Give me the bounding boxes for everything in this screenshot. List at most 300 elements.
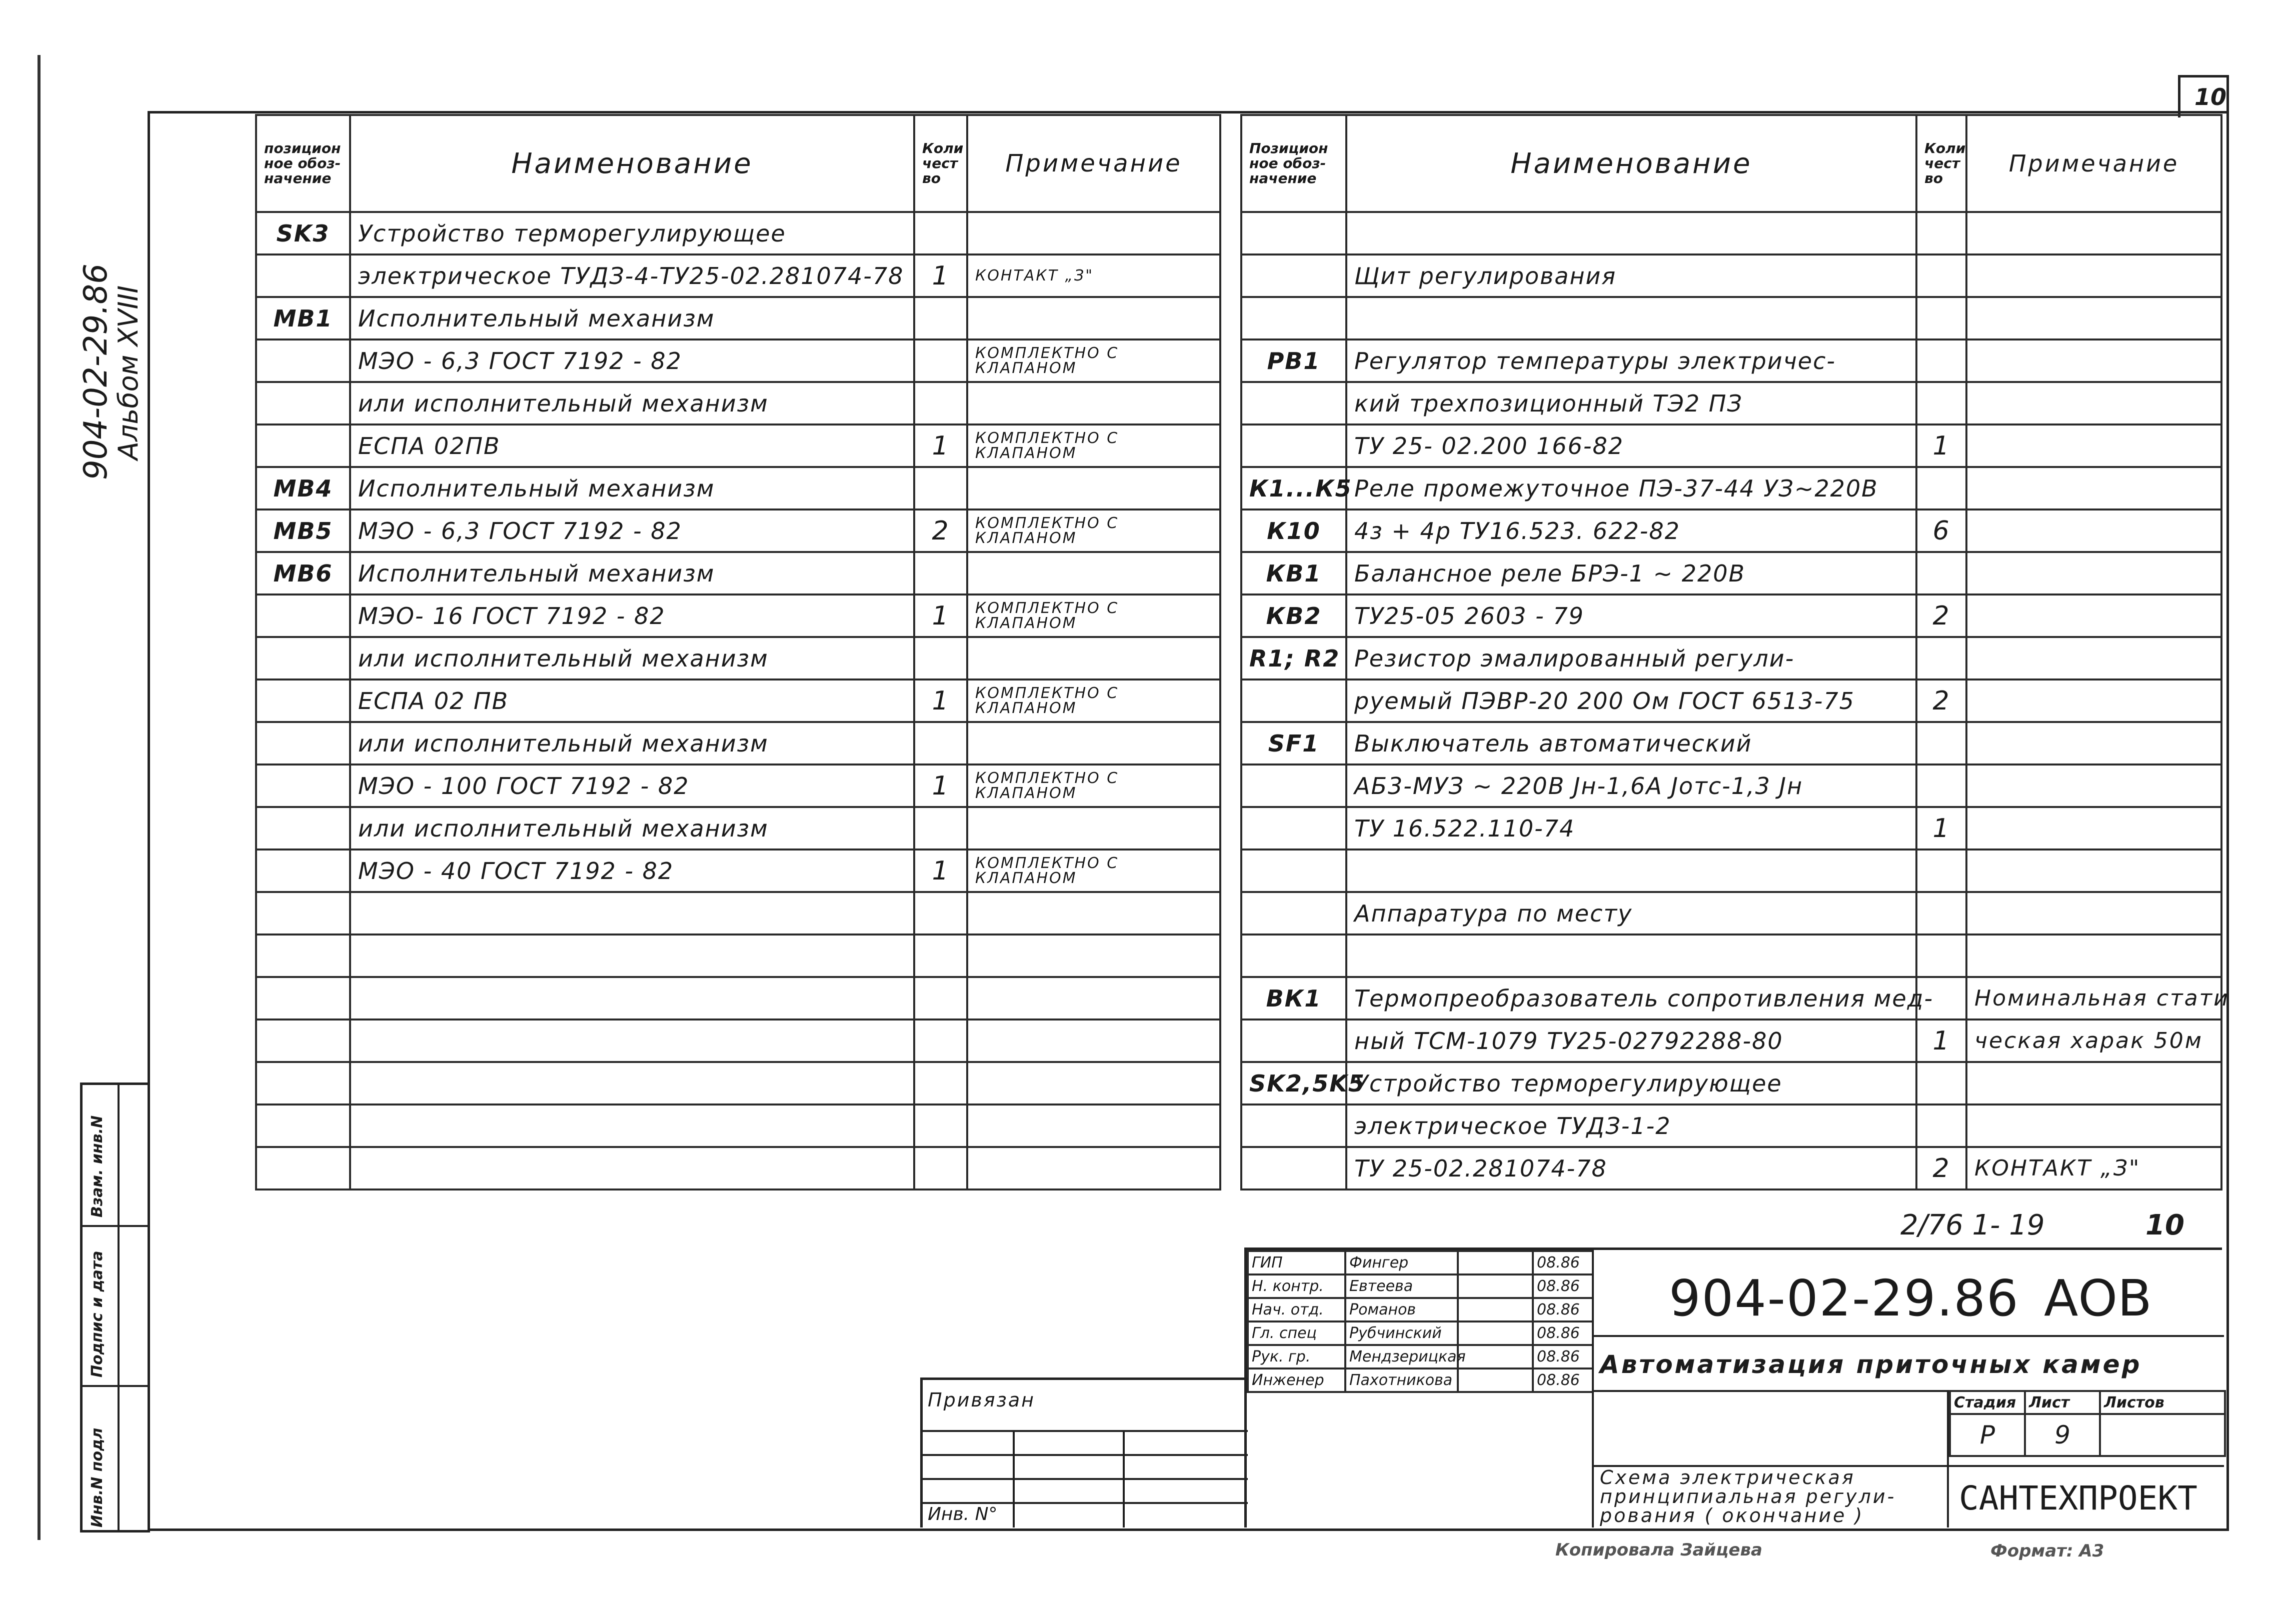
qty-cell xyxy=(1916,552,1966,594)
sheets-label: Листов xyxy=(2100,1391,2225,1414)
note-cell: КОНТАКТ „З" xyxy=(967,254,1220,297)
drawing-code: 904-02-29.86 xyxy=(1669,1269,2019,1328)
name-cell: Балансное реле БРЭ-1 ~ 220В xyxy=(1346,552,1916,594)
qty-cell: 6 xyxy=(1916,510,1966,552)
staff-role: Нач. отд. xyxy=(1248,1298,1345,1322)
position-cell xyxy=(1241,764,1346,807)
note-cell xyxy=(967,1147,1220,1190)
table-row xyxy=(256,680,1220,722)
table-row xyxy=(1241,977,2221,1020)
name-cell: ЕСПА 02ПВ xyxy=(350,424,914,467)
header-note: Примечание xyxy=(967,115,1220,212)
note-cell xyxy=(1966,934,2221,977)
name-cell xyxy=(1346,934,1916,977)
position-cell: К1...К5 xyxy=(1241,467,1346,510)
qty-cell xyxy=(914,934,967,977)
name-cell: МЭО- 16 ГОСТ 7192 - 82 xyxy=(350,594,914,637)
qty-cell xyxy=(914,977,967,1020)
staff-signature xyxy=(1458,1298,1533,1322)
position-cell xyxy=(256,807,350,850)
position-cell xyxy=(1241,1147,1346,1190)
note-cell xyxy=(967,637,1220,680)
name-cell: руемый ПЭВР-20 200 Ом ГОСТ 6513-75 xyxy=(1346,680,1916,722)
table-row xyxy=(1241,934,2221,977)
table-row xyxy=(1241,850,2221,892)
staff-row xyxy=(1248,1298,1593,1322)
qty-cell xyxy=(914,637,967,680)
staff-date: 08.86 xyxy=(1533,1251,1593,1274)
qty-cell: 2 xyxy=(1916,680,1966,722)
name-cell: МЭО - 6,3 ГОСТ 7192 - 82 xyxy=(350,510,914,552)
table-row xyxy=(256,424,1220,467)
table-row xyxy=(256,297,1220,340)
staff-signature xyxy=(1458,1274,1533,1298)
name-cell: ЕСПА 02 ПВ xyxy=(350,680,914,722)
staff-row xyxy=(1248,1368,1593,1392)
position-cell: SF1 xyxy=(1241,722,1346,764)
header-qty: Коли чест во xyxy=(914,115,967,212)
archive-number: 2/76 1- 19 xyxy=(1900,1209,2045,1242)
stage-value: Р xyxy=(1950,1414,2025,1456)
binding-block xyxy=(920,1378,1248,1528)
drawing-title-cell xyxy=(1592,1465,1949,1528)
name-cell: Реле промежуточное ПЭ-37-44 УЗ~220В xyxy=(1346,467,1916,510)
note-cell xyxy=(1966,1062,2221,1104)
position-cell xyxy=(256,850,350,892)
name-cell xyxy=(1346,297,1916,340)
name-cell: Исполнительный механизм xyxy=(350,297,914,340)
table-row xyxy=(1241,552,2221,594)
position-cell: R1; R2 xyxy=(1241,637,1346,680)
qty-cell xyxy=(914,1062,967,1104)
table-row xyxy=(1241,807,2221,850)
stamp-signature-date: Подпис и дата xyxy=(89,1250,106,1378)
qty-cell xyxy=(914,892,967,934)
note-cell: Номинальная стати xyxy=(1966,977,2221,1020)
table-row xyxy=(256,934,1220,977)
project-title: Автоматизация приточных камер xyxy=(1600,1350,2142,1379)
drawing-title: Схема электрическая принципиальная регули-рования ( окончание ) xyxy=(1600,1466,1896,1526)
note-cell xyxy=(967,934,1220,977)
position-cell xyxy=(1241,680,1346,722)
binding-line xyxy=(38,55,41,1540)
position-cell xyxy=(1241,850,1346,892)
note-cell xyxy=(1966,850,2221,892)
note-cell xyxy=(967,382,1220,424)
qty-cell xyxy=(1916,382,1966,424)
qty-cell xyxy=(1916,212,1966,254)
table-row xyxy=(256,850,1220,892)
table-row xyxy=(1241,680,2221,722)
left-table-header xyxy=(256,115,1220,212)
name-cell: ТУ 25- 02.200 166-82 xyxy=(1346,424,1916,467)
staff-name: Мендзерицкая xyxy=(1345,1345,1458,1368)
table-row xyxy=(1241,467,2221,510)
archive-sheet: 10 xyxy=(2145,1209,2184,1242)
name-cell: Щит регулирования xyxy=(1346,254,1916,297)
qty-cell xyxy=(914,467,967,510)
note-cell xyxy=(1966,680,2221,722)
qty-cell xyxy=(1916,1104,1966,1147)
qty-cell xyxy=(914,1147,967,1190)
note-cell xyxy=(1966,424,2221,467)
position-cell: ВК1 xyxy=(1241,977,1346,1020)
name-cell: Регулятор температуры электричес- xyxy=(1346,340,1916,382)
qty-cell xyxy=(1916,637,1966,680)
position-cell xyxy=(256,424,350,467)
qty-cell: 1 xyxy=(914,764,967,807)
table-row xyxy=(256,340,1220,382)
staff-signature xyxy=(1458,1251,1533,1274)
position-cell xyxy=(256,1062,350,1104)
table-row xyxy=(1241,424,2221,467)
bound-label: Привязан xyxy=(928,1389,1035,1411)
name-cell: АБ3-МУЗ ~ 220В Jн-1,6А Jотс-1,3 Jн xyxy=(1346,764,1916,807)
table-row xyxy=(256,254,1220,297)
name-cell: Термопреобразователь сопротивления мед- xyxy=(1346,977,1916,1020)
position-cell: МВ4 xyxy=(256,467,350,510)
note-cell xyxy=(967,722,1220,764)
table-row xyxy=(1241,764,2221,807)
table-row xyxy=(1241,340,2221,382)
qty-cell: 2 xyxy=(1916,594,1966,637)
note-cell xyxy=(967,1062,1220,1104)
note-cell xyxy=(1966,637,2221,680)
table-row xyxy=(256,510,1220,552)
position-cell xyxy=(256,1104,350,1147)
name-cell: 4з + 4р ТУ16.523. 622-82 xyxy=(1346,510,1916,552)
note-cell xyxy=(1966,892,2221,934)
position-cell: МВ6 xyxy=(256,552,350,594)
table-row xyxy=(1241,382,2221,424)
note-cell xyxy=(1966,594,2221,637)
note-cell xyxy=(1966,254,2221,297)
name-cell: кий трехпозиционный ТЭ2 ПЗ xyxy=(1346,382,1916,424)
position-cell xyxy=(1241,424,1346,467)
qty-cell: 1 xyxy=(914,680,967,722)
note-cell: ческая харак 50м xyxy=(1966,1020,2221,1062)
qty-cell xyxy=(1916,297,1966,340)
side-album: Альбом XVIII xyxy=(113,285,144,460)
staff-signature xyxy=(1458,1322,1533,1345)
note-cell: КОМПЛЕКТНО С КЛАПАНОМ xyxy=(967,850,1220,892)
qty-cell xyxy=(914,722,967,764)
staff-date: 08.86 xyxy=(1533,1345,1593,1368)
position-cell xyxy=(256,680,350,722)
stage-block xyxy=(1947,1390,2224,1467)
staff-row xyxy=(1248,1345,1593,1368)
table-row xyxy=(256,594,1220,637)
footer-copied: Копировала Зайцева xyxy=(1555,1540,1762,1560)
footer-format: Формат: А3 xyxy=(1990,1541,2104,1561)
qty-cell xyxy=(1916,254,1966,297)
qty-cell xyxy=(1916,1062,1966,1104)
position-cell xyxy=(256,722,350,764)
staff-name: Евтеева xyxy=(1345,1274,1458,1298)
qty-cell xyxy=(914,340,967,382)
position-cell: SK3 xyxy=(256,212,350,254)
project-title-cell xyxy=(1592,1335,2224,1392)
staff-row xyxy=(1248,1322,1593,1345)
note-cell: КОМПЛЕКТНО С КЛАПАНОМ xyxy=(967,340,1220,382)
header-note: Примечание xyxy=(1966,115,2221,212)
qty-cell xyxy=(914,297,967,340)
note-cell xyxy=(1966,552,2221,594)
note-cell xyxy=(967,1020,1220,1062)
name-cell: электрическое ТУДЗ-4-ТУ25-02.281074-78 xyxy=(350,254,914,297)
corner-sheet-box xyxy=(2178,75,2229,118)
name-cell xyxy=(350,934,914,977)
position-cell xyxy=(256,892,350,934)
organization-cell xyxy=(1947,1465,2224,1528)
qty-cell xyxy=(914,807,967,850)
table-row xyxy=(1241,212,2221,254)
table-row xyxy=(1241,1062,2221,1104)
position-cell xyxy=(1241,382,1346,424)
staff-row xyxy=(1248,1251,1593,1274)
note-cell xyxy=(967,297,1220,340)
note-cell xyxy=(1966,467,2221,510)
position-cell xyxy=(256,637,350,680)
position-cell xyxy=(1241,254,1346,297)
name-cell: Исполнительный механизм xyxy=(350,552,914,594)
position-cell xyxy=(256,382,350,424)
position-cell xyxy=(1241,212,1346,254)
name-cell xyxy=(350,1104,914,1147)
header-name: Наименование xyxy=(1346,115,1916,212)
position-cell xyxy=(256,254,350,297)
note-cell: КОМПЛЕКТНО С КЛАПАНОМ xyxy=(967,680,1220,722)
table-row xyxy=(1241,594,2221,637)
table-row xyxy=(1241,1020,2221,1062)
name-cell xyxy=(350,1020,914,1062)
stamp-vzam-inv: Взам. инв.N xyxy=(89,1115,106,1218)
inv-label: Инв. N° xyxy=(928,1504,998,1524)
name-cell xyxy=(350,892,914,934)
table-row xyxy=(256,892,1220,934)
name-cell: или исполнительный механизм xyxy=(350,382,914,424)
table-row xyxy=(256,1062,1220,1104)
staff-role: Рук. гр. xyxy=(1248,1345,1345,1368)
corner-sheet-number: 10 xyxy=(2194,84,2227,110)
name-cell xyxy=(350,1062,914,1104)
qty-cell xyxy=(914,552,967,594)
staff-date: 08.86 xyxy=(1533,1322,1593,1345)
staff-role: Инженер xyxy=(1248,1368,1345,1392)
note-cell xyxy=(1966,1104,2221,1147)
note-cell: КОМПЛЕКТНО С КЛАПАНОМ xyxy=(967,510,1220,552)
name-cell: Устройство терморегулирующее xyxy=(350,212,914,254)
qty-cell xyxy=(914,1020,967,1062)
position-cell: К10 xyxy=(1241,510,1346,552)
staff-name: Фингер xyxy=(1345,1251,1458,1274)
note-cell: КОМПЛЕКТНО С КЛАПАНОМ xyxy=(967,764,1220,807)
name-cell: или исполнительный механизм xyxy=(350,807,914,850)
sheet-label: Лист xyxy=(2025,1391,2100,1414)
qty-cell: 1 xyxy=(1916,424,1966,467)
staff-name: Романов xyxy=(1345,1298,1458,1322)
header-qty: Коли чест во xyxy=(1916,115,1966,212)
staff-signature xyxy=(1458,1368,1533,1392)
note-cell xyxy=(967,212,1220,254)
right-spec-table xyxy=(1240,114,2229,1190)
name-cell xyxy=(350,1147,914,1190)
table-row xyxy=(256,1104,1220,1147)
table-row xyxy=(1241,637,2221,680)
header-name: Наименование xyxy=(350,115,914,212)
note-cell: КОНТАКТ „З" xyxy=(1966,1147,2221,1190)
table-row xyxy=(1241,510,2221,552)
table-row xyxy=(256,1020,1220,1062)
position-cell xyxy=(1241,1104,1346,1147)
note-cell xyxy=(1966,764,2221,807)
position-cell xyxy=(1241,807,1346,850)
table-row xyxy=(256,1147,1220,1190)
qty-cell xyxy=(1916,892,1966,934)
position-cell xyxy=(1241,1020,1346,1062)
staff-name: Пахотникова xyxy=(1345,1368,1458,1392)
position-cell xyxy=(1241,297,1346,340)
position-cell xyxy=(256,594,350,637)
name-cell: Устройство терморегулирующее xyxy=(1346,1062,1916,1104)
staff-row xyxy=(1248,1274,1593,1298)
name-cell: ТУ 25-02.281074-78 xyxy=(1346,1147,1916,1190)
name-cell: ный ТСМ-1079 ТУ25-02792288-80 xyxy=(1346,1020,1916,1062)
right-table-header xyxy=(1241,115,2221,212)
note-cell xyxy=(967,977,1220,1020)
table-row xyxy=(1241,1104,2221,1147)
note-cell xyxy=(967,892,1220,934)
note-cell: КОМПЛЕКТНО С КЛАПАНОМ xyxy=(967,594,1220,637)
table-row xyxy=(1241,254,2221,297)
qty-cell: 1 xyxy=(1916,807,1966,850)
position-cell: МВ1 xyxy=(256,297,350,340)
staff-date: 08.86 xyxy=(1533,1298,1593,1322)
note-cell xyxy=(967,552,1220,594)
qty-cell xyxy=(914,212,967,254)
name-cell: Резистор эмалированный регули- xyxy=(1346,637,1916,680)
position-cell: SK2,5K5 xyxy=(1241,1062,1346,1104)
table-row xyxy=(256,807,1220,850)
position-cell xyxy=(256,977,350,1020)
name-cell: ТУ25-05 2603 - 79 xyxy=(1346,594,1916,637)
name-cell: ТУ 16.522.110-74 xyxy=(1346,807,1916,850)
name-cell xyxy=(1346,850,1916,892)
name-cell: или исполнительный механизм xyxy=(350,722,914,764)
table-row xyxy=(256,212,1220,254)
name-cell: МЭО - 6,3 ГОСТ 7192 - 82 xyxy=(350,340,914,382)
name-cell: Исполнительный механизм xyxy=(350,467,914,510)
qty-cell xyxy=(1916,340,1966,382)
note-cell xyxy=(1966,297,2221,340)
table-row xyxy=(1241,722,2221,764)
header-pos: Позицион ное обоз-начение xyxy=(1241,115,1346,212)
name-cell: Аппаратура по месту xyxy=(1346,892,1916,934)
table-row xyxy=(256,467,1220,510)
left-spec-table xyxy=(255,114,1221,1190)
table-row xyxy=(256,722,1220,764)
table-row xyxy=(1241,1147,2221,1190)
position-cell: МВ5 xyxy=(256,510,350,552)
table-row xyxy=(256,977,1220,1020)
qty-cell: 1 xyxy=(1916,1020,1966,1062)
position-cell: КВ2 xyxy=(1241,594,1346,637)
name-cell: МЭО - 40 ГОСТ 7192 - 82 xyxy=(350,850,914,892)
stamp-inv-podl: Инв.N подл xyxy=(89,1428,106,1528)
table-row xyxy=(256,552,1220,594)
staff-table xyxy=(1247,1250,1594,1393)
staff-date: 08.86 xyxy=(1533,1274,1593,1298)
position-cell: РВ1 xyxy=(1241,340,1346,382)
qty-cell xyxy=(1916,850,1966,892)
title-block xyxy=(1244,1248,2222,1528)
organization: САНТЕХПРОЕКТ xyxy=(1959,1479,2197,1518)
note-cell xyxy=(967,1104,1220,1147)
position-cell xyxy=(256,764,350,807)
qty-cell xyxy=(1916,764,1966,807)
note-cell: КОМПЛЕКТНО С КЛАПАНОМ xyxy=(967,424,1220,467)
name-cell: МЭО - 100 ГОСТ 7192 - 82 xyxy=(350,764,914,807)
table-row xyxy=(256,637,1220,680)
qty-cell: 2 xyxy=(914,510,967,552)
position-cell xyxy=(256,1020,350,1062)
qty-cell: 1 xyxy=(914,424,967,467)
qty-cell xyxy=(914,382,967,424)
position-cell xyxy=(256,1147,350,1190)
qty-cell xyxy=(1916,722,1966,764)
table-row xyxy=(1241,892,2221,934)
left-stamp-strip xyxy=(80,1082,150,1532)
code-cell xyxy=(1592,1250,2224,1337)
staff-date: 08.86 xyxy=(1533,1368,1593,1392)
staff-role: ГИП xyxy=(1248,1251,1345,1274)
position-cell: КВ1 xyxy=(1241,552,1346,594)
table-row xyxy=(1241,297,2221,340)
note-cell xyxy=(1966,510,2221,552)
name-cell xyxy=(1346,212,1916,254)
table-row xyxy=(256,764,1220,807)
side-code: 904-02-29.86 xyxy=(78,264,115,480)
header-pos: позицион ное обоз-начение xyxy=(256,115,350,212)
qty-cell: 1 xyxy=(914,850,967,892)
position-cell xyxy=(256,934,350,977)
position-cell xyxy=(1241,892,1346,934)
position-cell xyxy=(1241,934,1346,977)
qty-cell xyxy=(914,1104,967,1147)
staff-name: Рубчинский xyxy=(1345,1322,1458,1345)
stage-label: Стадия xyxy=(1950,1391,2025,1414)
name-cell: Выключатель автоматический xyxy=(1346,722,1916,764)
position-cell xyxy=(256,340,350,382)
note-cell xyxy=(1966,722,2221,764)
qty-cell xyxy=(1916,467,1966,510)
qty-cell xyxy=(1916,934,1966,977)
name-cell xyxy=(350,977,914,1020)
note-cell xyxy=(1966,382,2221,424)
qty-cell: 2 xyxy=(1916,1147,1966,1190)
name-cell: или исполнительный механизм xyxy=(350,637,914,680)
table-row xyxy=(256,382,1220,424)
staff-role: Н. контр. xyxy=(1248,1274,1345,1298)
note-cell xyxy=(1966,807,2221,850)
staff-role: Гл. спец xyxy=(1248,1322,1345,1345)
qty-cell: 1 xyxy=(914,254,967,297)
note-cell xyxy=(967,467,1220,510)
note-cell xyxy=(1966,340,2221,382)
note-cell xyxy=(967,807,1220,850)
staff-signature xyxy=(1458,1345,1533,1368)
qty-cell: 1 xyxy=(914,594,967,637)
